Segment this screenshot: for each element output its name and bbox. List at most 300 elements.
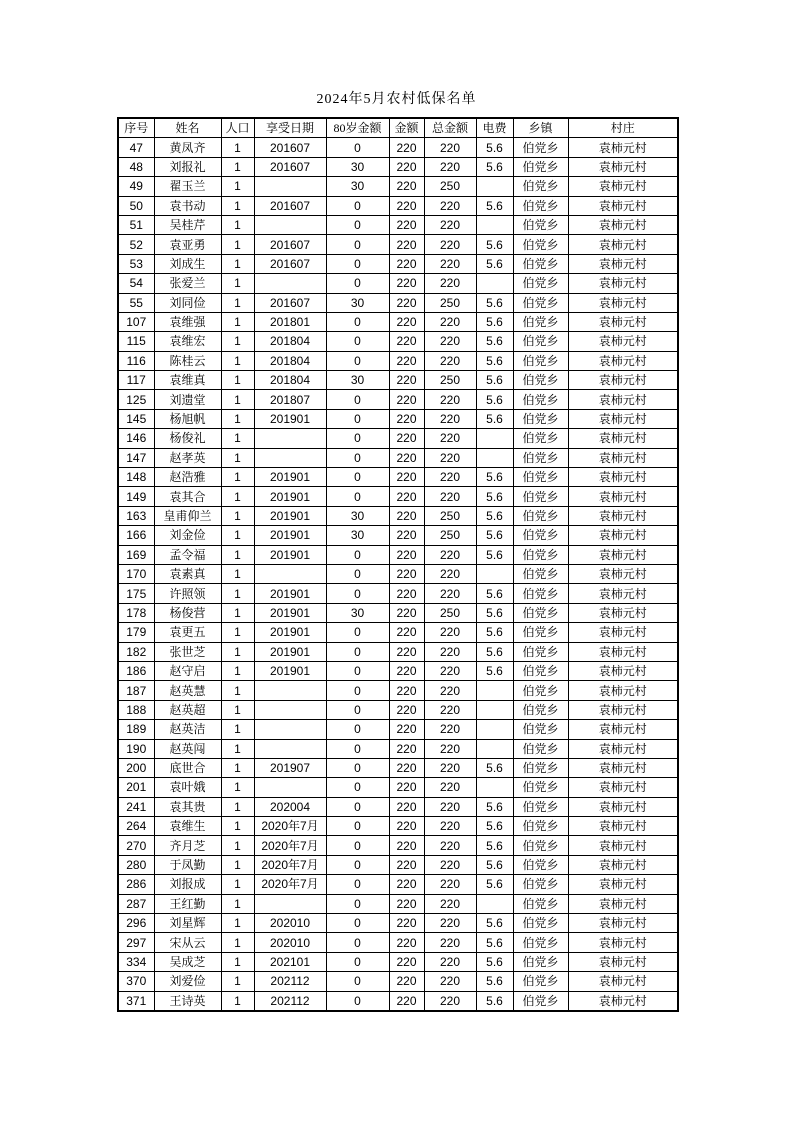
cell-age80-amount: 0 xyxy=(326,429,389,448)
cell-seq: 264 xyxy=(118,817,154,836)
cell-village: 袁柿元村 xyxy=(568,894,678,913)
cell-township: 伯党乡 xyxy=(513,875,568,894)
cell-electricity-fee xyxy=(476,778,513,797)
column-header-township: 乡镇 xyxy=(513,118,568,138)
cell-amount: 220 xyxy=(389,720,424,739)
cell-seq: 115 xyxy=(118,332,154,351)
cell-total-amount: 220 xyxy=(424,914,476,933)
cell-total-amount: 220 xyxy=(424,642,476,661)
cell-electricity-fee: 5.6 xyxy=(476,254,513,273)
cell-seq: 371 xyxy=(118,991,154,1011)
table-row xyxy=(118,739,678,758)
table-row xyxy=(118,196,678,215)
cell-population: 1 xyxy=(221,642,254,661)
cell-township: 伯党乡 xyxy=(513,778,568,797)
cell-name: 宋从云 xyxy=(154,933,221,952)
cell-electricity-fee: 5.6 xyxy=(476,371,513,390)
cell-age80-amount: 0 xyxy=(326,138,389,157)
cell-township: 伯党乡 xyxy=(513,487,568,506)
cell-age80-amount: 0 xyxy=(326,312,389,331)
cell-age80-amount: 0 xyxy=(326,661,389,680)
cell-village: 袁柿元村 xyxy=(568,875,678,894)
cell-name: 赵英闯 xyxy=(154,739,221,758)
cell-age80-amount: 0 xyxy=(326,991,389,1011)
cell-village: 袁柿元村 xyxy=(568,371,678,390)
cell-start-date: 201607 xyxy=(254,196,326,215)
cell-township: 伯党乡 xyxy=(513,739,568,758)
cell-name: 王诗英 xyxy=(154,991,221,1011)
cell-seq: 175 xyxy=(118,584,154,603)
cell-age80-amount: 0 xyxy=(326,332,389,351)
cell-start-date xyxy=(254,177,326,196)
cell-age80-amount: 0 xyxy=(326,448,389,467)
cell-population: 1 xyxy=(221,429,254,448)
table-row xyxy=(118,545,678,564)
cell-seq: 55 xyxy=(118,293,154,312)
cell-village: 袁柿元村 xyxy=(568,584,678,603)
cell-seq: 186 xyxy=(118,661,154,680)
cell-village: 袁柿元村 xyxy=(568,526,678,545)
cell-township: 伯党乡 xyxy=(513,332,568,351)
cell-total-amount: 220 xyxy=(424,274,476,293)
cell-age80-amount: 30 xyxy=(326,603,389,622)
table-row xyxy=(118,235,678,254)
cell-age80-amount: 0 xyxy=(326,468,389,487)
cell-age80-amount: 0 xyxy=(326,642,389,661)
cell-start-date xyxy=(254,681,326,700)
cell-age80-amount: 0 xyxy=(326,894,389,913)
cell-township: 伯党乡 xyxy=(513,390,568,409)
cell-village: 袁柿元村 xyxy=(568,487,678,506)
cell-population: 1 xyxy=(221,603,254,622)
cell-population: 1 xyxy=(221,991,254,1011)
cell-population: 1 xyxy=(221,332,254,351)
table-row xyxy=(118,836,678,855)
cell-village: 袁柿元村 xyxy=(568,138,678,157)
cell-amount: 220 xyxy=(389,875,424,894)
cell-total-amount: 220 xyxy=(424,196,476,215)
table-row xyxy=(118,215,678,234)
cell-total-amount: 220 xyxy=(424,138,476,157)
cell-start-date xyxy=(254,215,326,234)
table-row xyxy=(118,312,678,331)
cell-population: 1 xyxy=(221,875,254,894)
cell-township: 伯党乡 xyxy=(513,855,568,874)
cell-start-date: 201804 xyxy=(254,332,326,351)
cell-amount: 220 xyxy=(389,157,424,176)
cell-name: 吴成芝 xyxy=(154,952,221,971)
cell-township: 伯党乡 xyxy=(513,274,568,293)
cell-name: 底世合 xyxy=(154,758,221,777)
table-row xyxy=(118,933,678,952)
cell-amount: 220 xyxy=(389,254,424,273)
table-row xyxy=(118,661,678,680)
cell-electricity-fee: 5.6 xyxy=(476,545,513,564)
table-body xyxy=(118,138,678,1011)
cell-amount: 220 xyxy=(389,661,424,680)
cell-total-amount: 220 xyxy=(424,875,476,894)
cell-population: 1 xyxy=(221,448,254,467)
cell-township: 伯党乡 xyxy=(513,196,568,215)
cell-total-amount: 220 xyxy=(424,894,476,913)
table-row xyxy=(118,332,678,351)
cell-amount: 220 xyxy=(389,235,424,254)
header-row xyxy=(118,118,678,138)
cell-amount: 220 xyxy=(389,797,424,816)
cell-start-date: 202010 xyxy=(254,914,326,933)
cell-electricity-fee: 5.6 xyxy=(476,603,513,622)
cell-population: 1 xyxy=(221,778,254,797)
cell-start-date: 202010 xyxy=(254,933,326,952)
cell-village: 袁柿元村 xyxy=(568,390,678,409)
cell-population: 1 xyxy=(221,409,254,428)
cell-name: 杨旭帆 xyxy=(154,409,221,428)
cell-population: 1 xyxy=(221,351,254,370)
cell-amount: 220 xyxy=(389,894,424,913)
cell-start-date: 202112 xyxy=(254,991,326,1011)
cell-amount: 220 xyxy=(389,409,424,428)
cell-age80-amount: 0 xyxy=(326,952,389,971)
cell-total-amount: 220 xyxy=(424,933,476,952)
cell-start-date: 201901 xyxy=(254,526,326,545)
cell-age80-amount: 0 xyxy=(326,487,389,506)
cell-age80-amount: 30 xyxy=(326,506,389,525)
cell-start-date: 201804 xyxy=(254,371,326,390)
cell-population: 1 xyxy=(221,972,254,991)
cell-age80-amount: 0 xyxy=(326,855,389,874)
cell-electricity-fee: 5.6 xyxy=(476,661,513,680)
cell-start-date: 201607 xyxy=(254,254,326,273)
cell-seq: 187 xyxy=(118,681,154,700)
cell-amount: 220 xyxy=(389,739,424,758)
cell-seq: 148 xyxy=(118,468,154,487)
cell-village: 袁柿元村 xyxy=(568,681,678,700)
cell-population: 1 xyxy=(221,564,254,583)
cell-age80-amount: 0 xyxy=(326,817,389,836)
cell-name: 许照领 xyxy=(154,584,221,603)
table-row xyxy=(118,642,678,661)
table-row xyxy=(118,177,678,196)
cell-village: 袁柿元村 xyxy=(568,332,678,351)
cell-population: 1 xyxy=(221,797,254,816)
table-row xyxy=(118,351,678,370)
cell-amount: 220 xyxy=(389,196,424,215)
cell-village: 袁柿元村 xyxy=(568,836,678,855)
cell-age80-amount: 30 xyxy=(326,157,389,176)
cell-village: 袁柿元村 xyxy=(568,506,678,525)
cell-start-date xyxy=(254,700,326,719)
cell-population: 1 xyxy=(221,390,254,409)
cell-age80-amount: 0 xyxy=(326,914,389,933)
cell-seq: 201 xyxy=(118,778,154,797)
cell-amount: 220 xyxy=(389,293,424,312)
cell-start-date: 201901 xyxy=(254,545,326,564)
cell-start-date xyxy=(254,894,326,913)
cell-amount: 220 xyxy=(389,564,424,583)
cell-name: 袁素真 xyxy=(154,564,221,583)
cell-electricity-fee: 5.6 xyxy=(476,409,513,428)
cell-electricity-fee: 5.6 xyxy=(476,991,513,1011)
cell-amount: 220 xyxy=(389,700,424,719)
cell-amount: 220 xyxy=(389,468,424,487)
cell-population: 1 xyxy=(221,952,254,971)
cell-electricity-fee: 5.6 xyxy=(476,390,513,409)
cell-village: 袁柿元村 xyxy=(568,661,678,680)
cell-township: 伯党乡 xyxy=(513,526,568,545)
column-header-electricity-fee: 电费 xyxy=(476,118,513,138)
column-header-name: 姓名 xyxy=(154,118,221,138)
cell-township: 伯党乡 xyxy=(513,642,568,661)
cell-total-amount: 220 xyxy=(424,157,476,176)
cell-name: 赵英洁 xyxy=(154,720,221,739)
cell-start-date: 201801 xyxy=(254,312,326,331)
cell-total-amount: 220 xyxy=(424,681,476,700)
cell-total-amount: 220 xyxy=(424,991,476,1011)
table-row xyxy=(118,681,678,700)
cell-village: 袁柿元村 xyxy=(568,952,678,971)
cell-amount: 220 xyxy=(389,952,424,971)
cell-total-amount: 220 xyxy=(424,235,476,254)
cell-electricity-fee xyxy=(476,720,513,739)
cell-age80-amount: 0 xyxy=(326,972,389,991)
cell-name: 孟令福 xyxy=(154,545,221,564)
cell-population: 1 xyxy=(221,836,254,855)
cell-seq: 147 xyxy=(118,448,154,467)
column-header-age80-amount: 80岁金额 xyxy=(326,118,389,138)
cell-population: 1 xyxy=(221,293,254,312)
cell-village: 袁柿元村 xyxy=(568,448,678,467)
cell-population: 1 xyxy=(221,254,254,273)
table-row xyxy=(118,972,678,991)
table-row xyxy=(118,603,678,622)
cell-total-amount: 220 xyxy=(424,817,476,836)
cell-total-amount: 220 xyxy=(424,215,476,234)
cell-name: 吴桂芹 xyxy=(154,215,221,234)
cell-township: 伯党乡 xyxy=(513,545,568,564)
cell-electricity-fee xyxy=(476,739,513,758)
cell-electricity-fee xyxy=(476,215,513,234)
cell-name: 皇甫仰兰 xyxy=(154,506,221,525)
cell-age80-amount: 0 xyxy=(326,681,389,700)
cell-amount: 220 xyxy=(389,177,424,196)
cell-name: 齐月芝 xyxy=(154,836,221,855)
cell-township: 伯党乡 xyxy=(513,952,568,971)
cell-age80-amount: 0 xyxy=(326,274,389,293)
cell-total-amount: 220 xyxy=(424,390,476,409)
cell-amount: 220 xyxy=(389,487,424,506)
cell-population: 1 xyxy=(221,235,254,254)
cell-name: 刘金俭 xyxy=(154,526,221,545)
cell-name: 赵守启 xyxy=(154,661,221,680)
cell-population: 1 xyxy=(221,177,254,196)
cell-amount: 220 xyxy=(389,545,424,564)
table-row xyxy=(118,409,678,428)
cell-population: 1 xyxy=(221,487,254,506)
cell-population: 1 xyxy=(221,661,254,680)
cell-name: 刘星辉 xyxy=(154,914,221,933)
cell-name: 张爱兰 xyxy=(154,274,221,293)
table-row xyxy=(118,817,678,836)
cell-age80-amount: 0 xyxy=(326,254,389,273)
cell-age80-amount: 0 xyxy=(326,778,389,797)
cell-township: 伯党乡 xyxy=(513,700,568,719)
cell-electricity-fee: 5.6 xyxy=(476,875,513,894)
cell-total-amount: 220 xyxy=(424,720,476,739)
cell-seq: 241 xyxy=(118,797,154,816)
cell-name: 袁其合 xyxy=(154,487,221,506)
cell-total-amount: 220 xyxy=(424,429,476,448)
cell-total-amount: 220 xyxy=(424,564,476,583)
table-row xyxy=(118,468,678,487)
cell-electricity-fee xyxy=(476,700,513,719)
cell-township: 伯党乡 xyxy=(513,235,568,254)
cell-population: 1 xyxy=(221,196,254,215)
cell-amount: 220 xyxy=(389,642,424,661)
cell-population: 1 xyxy=(221,855,254,874)
cell-population: 1 xyxy=(221,584,254,603)
table-row xyxy=(118,371,678,390)
cell-population: 1 xyxy=(221,720,254,739)
cell-electricity-fee xyxy=(476,564,513,583)
cell-total-amount: 220 xyxy=(424,254,476,273)
column-header-amount: 金额 xyxy=(389,118,424,138)
cell-total-amount: 220 xyxy=(424,952,476,971)
cell-electricity-fee: 5.6 xyxy=(476,487,513,506)
cell-seq: 149 xyxy=(118,487,154,506)
cell-village: 袁柿元村 xyxy=(568,293,678,312)
cell-township: 伯党乡 xyxy=(513,836,568,855)
cell-township: 伯党乡 xyxy=(513,914,568,933)
cell-seq: 297 xyxy=(118,933,154,952)
cell-seq: 48 xyxy=(118,157,154,176)
cell-age80-amount: 0 xyxy=(326,215,389,234)
cell-township: 伯党乡 xyxy=(513,972,568,991)
cell-age80-amount: 0 xyxy=(326,409,389,428)
cell-seq: 189 xyxy=(118,720,154,739)
cell-village: 袁柿元村 xyxy=(568,972,678,991)
cell-age80-amount: 0 xyxy=(326,836,389,855)
cell-amount: 220 xyxy=(389,603,424,622)
cell-total-amount: 220 xyxy=(424,448,476,467)
cell-population: 1 xyxy=(221,312,254,331)
cell-seq: 116 xyxy=(118,351,154,370)
table-row xyxy=(118,293,678,312)
cell-population: 1 xyxy=(221,623,254,642)
cell-total-amount: 220 xyxy=(424,468,476,487)
cell-township: 伯党乡 xyxy=(513,138,568,157)
cell-electricity-fee: 5.6 xyxy=(476,836,513,855)
cell-seq: 117 xyxy=(118,371,154,390)
cell-township: 伯党乡 xyxy=(513,429,568,448)
cell-amount: 220 xyxy=(389,429,424,448)
cell-population: 1 xyxy=(221,468,254,487)
cell-name: 袁维强 xyxy=(154,312,221,331)
table-row xyxy=(118,875,678,894)
cell-start-date: 2020年7月 xyxy=(254,817,326,836)
table-row xyxy=(118,914,678,933)
cell-electricity-fee: 5.6 xyxy=(476,312,513,331)
cell-start-date: 201607 xyxy=(254,138,326,157)
cell-total-amount: 220 xyxy=(424,972,476,991)
cell-township: 伯党乡 xyxy=(513,177,568,196)
cell-township: 伯党乡 xyxy=(513,681,568,700)
cell-village: 袁柿元村 xyxy=(568,739,678,758)
cell-electricity-fee xyxy=(476,274,513,293)
cell-village: 袁柿元村 xyxy=(568,351,678,370)
cell-name: 杨俊营 xyxy=(154,603,221,622)
cell-start-date xyxy=(254,448,326,467)
cell-name: 于凤勤 xyxy=(154,855,221,874)
cell-start-date xyxy=(254,739,326,758)
cell-village: 袁柿元村 xyxy=(568,778,678,797)
cell-age80-amount: 0 xyxy=(326,797,389,816)
cell-age80-amount: 30 xyxy=(326,293,389,312)
cell-name: 袁叶娥 xyxy=(154,778,221,797)
cell-village: 袁柿元村 xyxy=(568,235,678,254)
table-row xyxy=(118,894,678,913)
cell-start-date: 2020年7月 xyxy=(254,836,326,855)
cell-village: 袁柿元村 xyxy=(568,933,678,952)
cell-name: 赵孝英 xyxy=(154,448,221,467)
cell-total-amount: 220 xyxy=(424,487,476,506)
cell-village: 袁柿元村 xyxy=(568,797,678,816)
cell-population: 1 xyxy=(221,700,254,719)
cell-start-date: 201807 xyxy=(254,390,326,409)
cell-start-date xyxy=(254,720,326,739)
cell-electricity-fee: 5.6 xyxy=(476,157,513,176)
column-header-total-amount: 总金额 xyxy=(424,118,476,138)
cell-electricity-fee: 5.6 xyxy=(476,623,513,642)
cell-age80-amount: 0 xyxy=(326,564,389,583)
cell-village: 袁柿元村 xyxy=(568,720,678,739)
cell-village: 袁柿元村 xyxy=(568,254,678,273)
cell-start-date: 2020年7月 xyxy=(254,875,326,894)
cell-total-amount: 220 xyxy=(424,584,476,603)
cell-electricity-fee: 5.6 xyxy=(476,797,513,816)
table-row xyxy=(118,855,678,874)
cell-start-date: 201607 xyxy=(254,235,326,254)
cell-seq: 53 xyxy=(118,254,154,273)
cell-electricity-fee xyxy=(476,448,513,467)
cell-township: 伯党乡 xyxy=(513,157,568,176)
cell-total-amount: 220 xyxy=(424,623,476,642)
cell-start-date xyxy=(254,778,326,797)
cell-village: 袁柿元村 xyxy=(568,177,678,196)
cell-start-date: 201901 xyxy=(254,623,326,642)
cell-name: 陈桂云 xyxy=(154,351,221,370)
cell-total-amount: 220 xyxy=(424,661,476,680)
cell-total-amount: 250 xyxy=(424,177,476,196)
cell-age80-amount: 0 xyxy=(326,584,389,603)
cell-population: 1 xyxy=(221,894,254,913)
cell-electricity-fee: 5.6 xyxy=(476,855,513,874)
cell-name: 袁维宏 xyxy=(154,332,221,351)
cell-village: 袁柿元村 xyxy=(568,545,678,564)
table-row xyxy=(118,506,678,525)
cell-seq: 188 xyxy=(118,700,154,719)
cell-total-amount: 220 xyxy=(424,797,476,816)
column-header-start-date: 享受日期 xyxy=(254,118,326,138)
cell-age80-amount: 0 xyxy=(326,545,389,564)
cell-start-date: 201901 xyxy=(254,409,326,428)
cell-village: 袁柿元村 xyxy=(568,429,678,448)
cell-amount: 220 xyxy=(389,914,424,933)
cell-age80-amount: 0 xyxy=(326,700,389,719)
cell-township: 伯党乡 xyxy=(513,371,568,390)
cell-township: 伯党乡 xyxy=(513,293,568,312)
cell-electricity-fee xyxy=(476,177,513,196)
cell-age80-amount: 30 xyxy=(326,177,389,196)
